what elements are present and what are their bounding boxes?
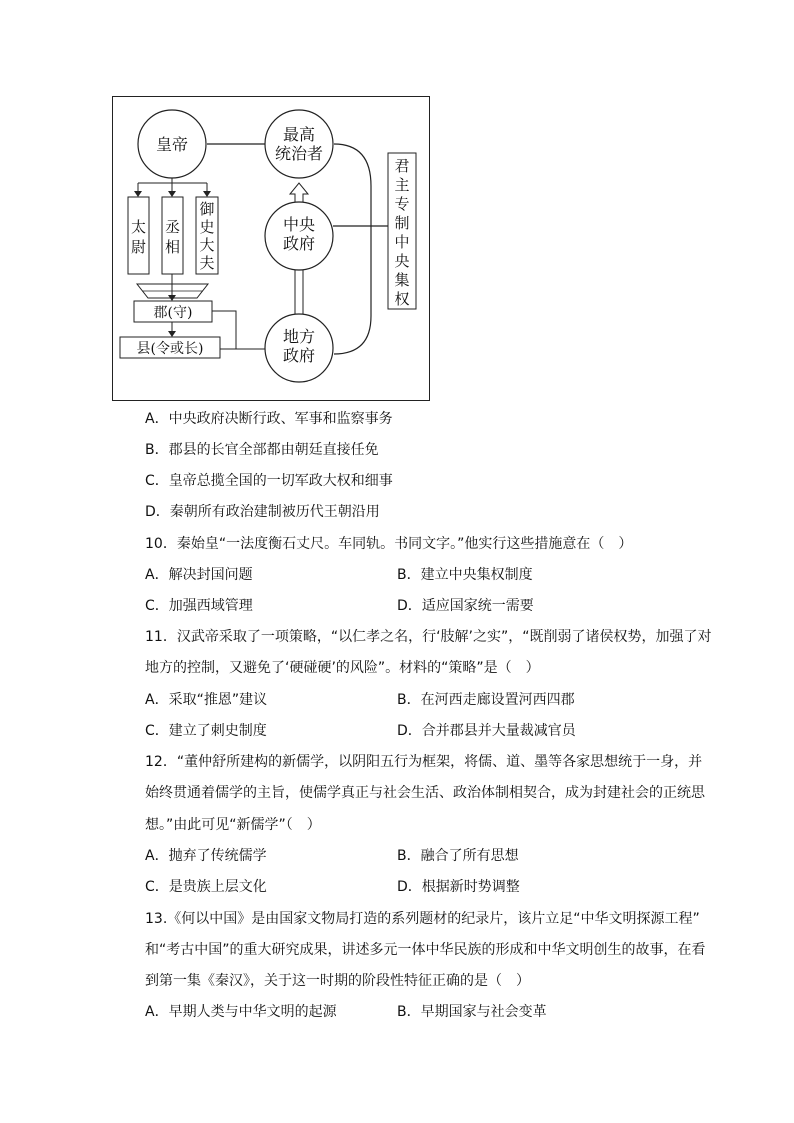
q13-stem-line3: 到第一集《秦汉》，关于这一时期的阶段性特征正确的是（ ）	[145, 973, 530, 989]
q11-option-d[interactable]: D．合并郡县并大量裁减官员	[397, 723, 576, 739]
q10-option-b[interactable]: B．建立中央集权制度	[397, 567, 533, 583]
q9-option-a[interactable]: A．中央政府决断行政、军事和监察事务	[145, 411, 393, 427]
side-label-2: 主	[394, 176, 410, 194]
side-label-5: 中	[394, 233, 410, 251]
q10-stem: 10．秦始皇“一法度衡石丈尺。车同轨。书同文字。”他实行这些措施意在（ ）	[145, 536, 633, 552]
central-gov-label-2: 政府	[282, 234, 316, 253]
yushidafu-label-2: 史	[199, 218, 215, 236]
side-label-4: 制	[394, 214, 410, 232]
chengxiang-label-1: 丞	[164, 218, 181, 236]
q9-option-b[interactable]: B．郡县的长官全部都由朝廷直接任免	[145, 442, 379, 458]
yushidafu-label-1: 御	[199, 200, 215, 218]
q12-stem-line1: 12．“董仲舒所建构的新儒学，以阴阳五行为框架，将儒、道、墨等各家思想统于一身，并	[145, 754, 703, 770]
q11-option-a[interactable]: A．采取“推恩”建议	[145, 692, 268, 708]
q13-stem-line1: 13.《何以中国》是由国家文物局打造的系列题材的纪录片，该片立足“中华文明探源工程”	[145, 911, 700, 927]
xian-label: 县(令或长)	[136, 341, 204, 357]
chengxiang-label-2: 相	[164, 238, 181, 256]
q10-option-a[interactable]: A．解决封国问题	[145, 567, 253, 583]
side-label-6: 央	[394, 252, 410, 270]
side-label-7: 集	[394, 271, 410, 289]
q12-option-b[interactable]: B．融合了所有思想	[397, 848, 519, 864]
q13-option-a[interactable]: A．早期人类与中华文明的起源	[145, 1004, 337, 1020]
side-label-3: 专	[394, 195, 410, 213]
yushidafu-label-3: 大	[199, 236, 215, 254]
taiwei-label-2: 尉	[130, 238, 147, 256]
jun-label: 郡(守)	[153, 305, 193, 321]
q11-stem-line1: 11．汉武帝采取了一项策略，“以仁孝之名，行‘肢解’之实”，“既削弱了诸侯权势，加强了对	[145, 629, 712, 645]
q12-option-a[interactable]: A．抛弃了传统儒学	[145, 848, 267, 864]
local-gov-label-2: 政府	[282, 346, 316, 365]
q12-stem-line3: 想。”由此可见“新儒学”（ ）	[145, 817, 321, 833]
central-government-diagram	[112, 96, 430, 401]
q13-stem-line2: 和“考古中国”的重大研究成果，讲述多元一体中华民族的形成和中华文明创生的故事，在看	[145, 942, 706, 958]
q10-option-d[interactable]: D．适应国家统一需要	[397, 598, 534, 614]
q12-stem-line2: 始终贯通着儒学的主旨，使儒学真正与社会生活、政治体制相契合，成为封建社会的正统思	[145, 785, 705, 801]
yushidafu-label-4: 夫	[199, 254, 215, 272]
supreme-ruler-label-2: 统治者	[274, 144, 324, 163]
central-gov-label-1: 中央	[282, 215, 316, 234]
local-gov-label-1: 地方	[282, 327, 316, 346]
q11-option-c[interactable]: C．建立了刺史制度	[145, 723, 267, 739]
q9-option-d[interactable]: D．秦朝所有政治建制被历代王朝沿用	[145, 504, 380, 520]
taiwei-label-1: 太	[130, 218, 147, 236]
emperor-label: 皇帝	[155, 135, 189, 154]
q12-option-d[interactable]: D．根据新时势调整	[397, 879, 520, 895]
side-label-1: 君	[394, 157, 410, 175]
q12-option-c[interactable]: C．是贵族上层文化	[145, 879, 267, 895]
q11-option-b[interactable]: B．在河西走廊设置河西四郡	[397, 692, 575, 708]
supreme-ruler-label-1: 最高	[282, 125, 316, 144]
q9-option-c[interactable]: C．皇帝总揽全国的一切军政大权和细事	[145, 473, 393, 489]
q11-stem-line2: 地方的控制，又避免了‘硬碰硬’的风险”。材料的“策略”是（ ）	[145, 660, 540, 676]
q13-option-b[interactable]: B．早期国家与社会变革	[397, 1004, 547, 1020]
side-label-8: 权	[394, 290, 410, 308]
q10-option-c[interactable]: C．加强西域管理	[145, 598, 253, 614]
